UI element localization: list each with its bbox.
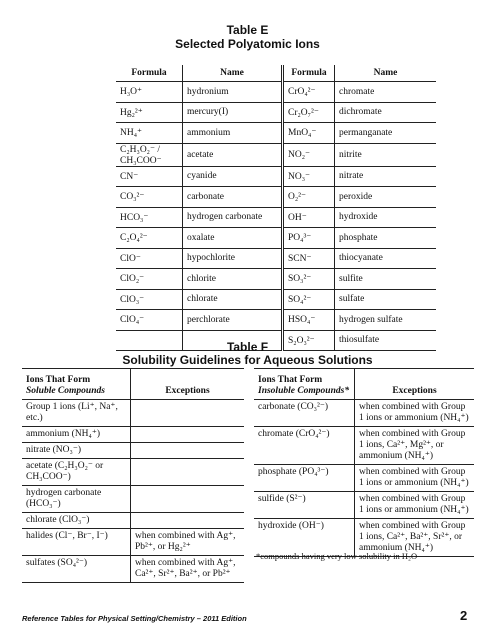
- soluble-exceptions-header: Exceptions: [131, 369, 245, 400]
- table-row: [116, 82, 436, 103]
- ion-formula: S₂O₃²⁻: [283, 330, 335, 351]
- ion-name: thiocyanate: [335, 248, 437, 269]
- ion-cell: ammonium (NH₄⁺): [22, 427, 131, 443]
- ion-name: nitrate: [335, 166, 437, 187]
- ion-name: chlorite: [183, 269, 283, 290]
- ion-name: carbonate: [183, 187, 283, 208]
- ion-formula: ClO⁻: [116, 248, 183, 269]
- ion-name: perchlorate: [183, 310, 283, 331]
- ion-name: sulfate: [335, 289, 437, 310]
- ion-cell: phosphate (PO₄³⁻): [254, 465, 355, 492]
- insoluble-footnote: *compounds having very low solubility in H₂O: [256, 551, 418, 561]
- table-header-row: [254, 369, 474, 400]
- table-row: [22, 400, 244, 427]
- ion-formula: Cr₂O₇²⁻: [283, 102, 335, 123]
- polyatomic-ions-table: [116, 65, 436, 351]
- table-row: [22, 513, 244, 529]
- table-header-row: [22, 369, 244, 400]
- exception-cell: [131, 400, 245, 427]
- page-number: 2: [460, 608, 468, 623]
- table-row: [22, 486, 244, 513]
- ion-formula: SO₄²⁻: [283, 289, 335, 310]
- exception-cell: [131, 513, 245, 529]
- table-row: [22, 427, 244, 443]
- ion-name: thiosulfate: [335, 330, 437, 351]
- table-row: [116, 310, 436, 331]
- exception-cell: [131, 459, 245, 486]
- table-row: [116, 166, 436, 187]
- table-row: [116, 228, 436, 249]
- ion-formula: SCN⁻: [283, 248, 335, 269]
- ion-name: mercury(I): [183, 102, 283, 123]
- ion-formula: H₃O⁺: [116, 82, 183, 103]
- ion-formula: SO₃²⁻: [283, 269, 335, 290]
- insoluble-compounds-table: [254, 368, 474, 557]
- ion-name: dichromate: [335, 102, 437, 123]
- ion-name: peroxide: [335, 187, 437, 208]
- exception-cell: when combined with Group 1 ions or ammonium (NH₄⁺): [355, 400, 475, 427]
- ion-name: hydrogen carbonate: [183, 207, 283, 228]
- ion-formula: O₂²⁻: [283, 187, 335, 208]
- ion-formula: HSO₄⁻: [283, 310, 335, 331]
- ion-name: sulfite: [335, 269, 437, 290]
- ion-cell: carbonate (CO₃²⁻): [254, 400, 355, 427]
- ion-name: hydronium: [183, 82, 283, 103]
- table-f-title: Solubility Guidelines for Aqueous Solutions: [122, 353, 373, 367]
- ion-cell: chlorate (ClO₃⁻): [22, 513, 131, 529]
- ion-cell: chromate (CrO₄²⁻): [254, 427, 355, 465]
- ion-formula: ClO₃⁻: [116, 289, 183, 310]
- table-e-label: Table E: [226, 23, 269, 37]
- ion-cell: sulfide (S²⁻): [254, 492, 355, 519]
- ion-cell: hydroxide (OH⁻): [254, 519, 355, 557]
- ion-name: hypochlorite: [183, 248, 283, 269]
- table-row: [22, 529, 244, 556]
- table-row: [22, 443, 244, 459]
- exception-cell: [131, 427, 245, 443]
- table-row: [116, 207, 436, 228]
- ion-formula: NO₃⁻: [283, 166, 335, 187]
- ion-formula: ClO₄⁻: [116, 310, 183, 331]
- table-row: [116, 269, 436, 290]
- exception-cell: [131, 443, 245, 459]
- ion-name: ammonium: [183, 123, 283, 144]
- exception-cell: [131, 486, 245, 513]
- insoluble-ions-header: Ions That Form Insoluble Compounds*: [254, 369, 355, 400]
- table-row: [254, 427, 474, 465]
- table-row: [116, 123, 436, 144]
- ion-formula: CrO₄²⁻: [283, 82, 335, 103]
- table-row: [22, 459, 244, 486]
- table-row: [116, 102, 436, 123]
- table-row: [116, 143, 436, 166]
- ion-name: cyanide: [183, 166, 283, 187]
- ion-cell: Group 1 ions (Li⁺, Na⁺, etc.): [22, 400, 131, 427]
- soluble-ions-header: Ions That Form Soluble Compounds: [22, 369, 131, 400]
- ion-formula: Hg₂²⁺: [116, 102, 183, 123]
- ion-cell: hydrogen carbonate (HCO₃⁻): [22, 486, 131, 513]
- ion-cell: acetate (C₂H₃O₂⁻ or CH₃COO⁻): [22, 459, 131, 486]
- col-name-2: Name: [335, 65, 437, 82]
- ion-formula: PO₄³⁻: [283, 228, 335, 249]
- ion-cell: halides (Cl⁻, Br⁻, I⁻): [22, 529, 131, 556]
- table-row: [116, 187, 436, 208]
- ion-name: nitrite: [335, 143, 437, 166]
- ion-formula: ClO₂⁻: [116, 269, 183, 290]
- col-formula-2: Formula: [283, 65, 335, 82]
- table-row: [254, 492, 474, 519]
- table-f-label: Table F: [226, 340, 269, 354]
- ion-name: hydroxide: [335, 207, 437, 228]
- exception-cell: when combined with Group 1 ions, Ca²⁺, Ba²⁺, Sr²⁺, or ammonium (NH₄⁺): [355, 519, 475, 557]
- ion-name: acetate: [183, 143, 283, 166]
- ion-formula: NH₄⁺: [116, 123, 183, 144]
- exception-cell: when combined with Ag⁺, Ca²⁺, Sr²⁺, Ba²⁺, or Pb²⁺: [131, 556, 245, 583]
- page-footer: Reference Tables for Physical Setting/Chemistry – 2011 Edition: [22, 614, 247, 623]
- ion-formula: C₂O₄²⁻: [116, 228, 183, 249]
- exception-cell: when combined with Group 1 ions or ammonium (NH₄⁺): [355, 492, 475, 519]
- ion-formula: CN⁻: [116, 166, 183, 187]
- ion-formula: C₂H₃O₂⁻ / CH₃COO⁻: [116, 143, 183, 166]
- ion-name: hydrogen sulfate: [335, 310, 437, 331]
- ion-formula: OH⁻: [283, 207, 335, 228]
- ion-name: chromate: [335, 82, 437, 103]
- ion-cell: sulfates (SO₄²⁻): [22, 556, 131, 583]
- exception-cell: when combined with Group 1 ions, Ca²⁺, Mg²⁺, or ammonium (NH₄⁺): [355, 427, 475, 465]
- col-name-1: Name: [183, 65, 283, 82]
- table-row: [22, 556, 244, 583]
- exception-cell: when combined with Group 1 ions or ammonium (NH₄⁺): [355, 465, 475, 492]
- soluble-compounds-table: [22, 368, 244, 583]
- insoluble-exceptions-header: Exceptions: [355, 369, 475, 400]
- table-row: [116, 248, 436, 269]
- ion-name: chlorate: [183, 289, 283, 310]
- ion-formula: HCO₃⁻: [116, 207, 183, 228]
- table-header-row: [116, 65, 436, 82]
- ion-formula: CO₃²⁻: [116, 187, 183, 208]
- table-row: [254, 465, 474, 492]
- ion-formula: MnO₄⁻: [283, 123, 335, 144]
- ion-name: oxalate: [183, 228, 283, 249]
- ion-name: phosphate: [335, 228, 437, 249]
- ion-cell: nitrate (NO₃⁻): [22, 443, 131, 459]
- table-row: [254, 400, 474, 427]
- exception-cell: when combined with Ag⁺, Pb²⁺, or Hg₂²⁺: [131, 529, 245, 556]
- table-e-title: Selected Polyatomic Ions: [175, 37, 320, 51]
- ion-formula: NO₂⁻: [283, 143, 335, 166]
- ion-name: permanganate: [335, 123, 437, 144]
- table-row: [116, 289, 436, 310]
- col-formula-1: Formula: [116, 65, 183, 82]
